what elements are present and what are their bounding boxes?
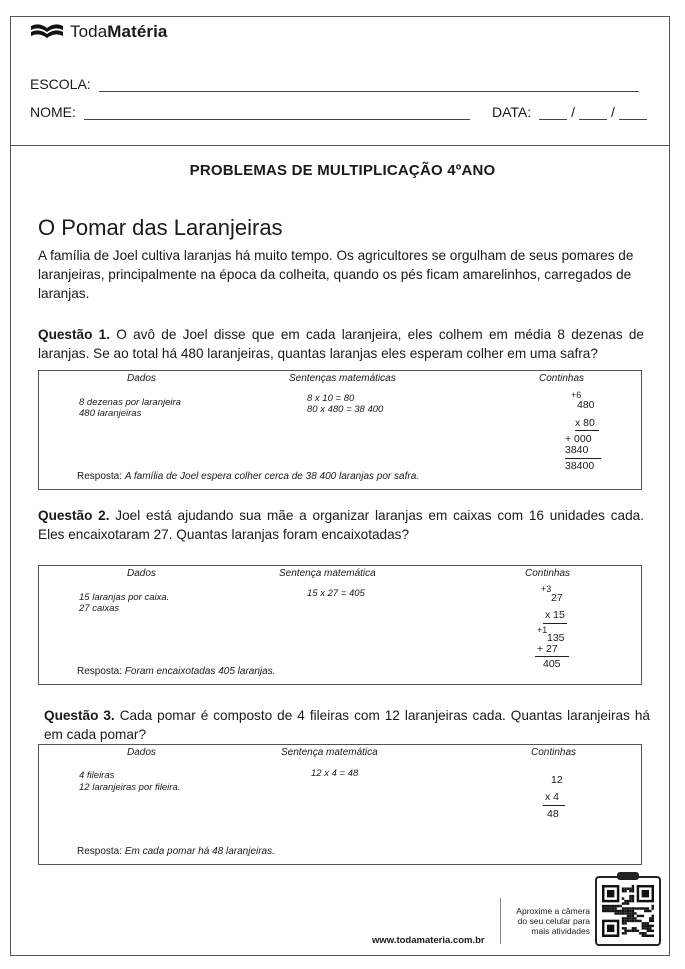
q1-partial-2: 3840	[565, 444, 589, 456]
brand-name: TodaMatéria	[70, 22, 168, 41]
q1-dado-1: 8 dezenas por laranjeira	[79, 397, 181, 408]
question-3-box	[38, 744, 642, 865]
date-day-line[interactable]	[539, 108, 567, 120]
q1-carry: +6	[571, 390, 582, 400]
date-field	[492, 104, 647, 120]
q1-line-1	[575, 430, 599, 431]
q1-answer: Resposta: A família de Joel espera colher cerca de 38 400 laranjas por safra.	[77, 471, 420, 482]
q2-mult: x 15	[545, 609, 565, 621]
q2-partial-2: + 27	[537, 643, 558, 655]
qr-pattern	[602, 885, 654, 937]
q1-col-continhas: Continhas	[539, 373, 585, 384]
q2-col-sentenca: Sentença matemática	[279, 568, 376, 579]
q2-answer: Resposta: Foram encaixotadas 405 laranjas.	[77, 666, 276, 677]
school-label: ESCOLA:	[30, 76, 91, 92]
q1-result: 38400	[565, 460, 595, 472]
q2-line-1	[543, 623, 567, 624]
q1-line-2	[565, 458, 601, 459]
story-text: A família de Joel cultiva laranjas há muito tempo. Os agricultores se orgulham de seus pomares de laranjeiras, principalmente na época da colheita, quando os pés ficam amarelinhos, carregados de laranjas.	[38, 248, 634, 301]
date-label: DATA:	[492, 104, 532, 120]
question-2-text: Joel está ajudando sua mãe a organizar laranjas em caixas com 16 unidades cada. Eles encaixotaram 27. Quantas laranjas foram encaixotadas?	[38, 508, 644, 542]
q2-sentenca-1: 15 x 27 = 405	[307, 588, 365, 599]
q1-top: 480	[577, 399, 595, 411]
q1-sentenca-1: 8 x 10 = 80	[307, 393, 355, 404]
footer-note: Aproxime a câmera do seu celular para mais atividades	[516, 906, 590, 936]
q1-dado-2: 480 laranjeiras	[79, 408, 142, 419]
q2-carry: +3	[541, 584, 552, 594]
q3-top: 12	[551, 774, 563, 786]
qr-code-icon[interactable]	[595, 876, 661, 946]
q3-col-sentenca: Sentença matemática	[281, 747, 378, 758]
q3-col-continhas: Continhas	[531, 747, 577, 758]
brand-logo	[30, 22, 168, 42]
question-3-label: Questão 3.	[44, 708, 115, 723]
worksheet-title: PROBLEMAS DE MULTIPLICAÇÃO 4ºANO	[189, 162, 496, 179]
q3-answer: Resposta: Em cada pomar há 48 laranjeiras.	[77, 846, 275, 857]
question-2-box	[38, 565, 642, 685]
q3-dado-2: 12 laranjeiras por fileira.	[79, 782, 181, 793]
q3-result: 48	[547, 808, 559, 820]
name-field	[30, 104, 470, 120]
q3-col-dados: Dados	[127, 747, 156, 758]
q2-dado-1: 15 laranjas por caixa.	[79, 592, 170, 603]
q3-line-1	[543, 805, 565, 806]
q1-mult: x 80	[575, 417, 595, 429]
book-icon	[30, 22, 64, 42]
date-year-line[interactable]	[619, 108, 647, 120]
q2-top: 27	[551, 592, 563, 604]
footer-url[interactable]: www.todamateria.com.br	[372, 935, 485, 946]
question-3	[44, 706, 650, 744]
question-1-label: Questão 1.	[38, 327, 110, 342]
clipboard-clip	[617, 872, 639, 880]
q1-partial-1: + 000	[565, 433, 592, 445]
q1-col-sentencas: Sentenças matemáticas	[289, 373, 396, 384]
date-month-line[interactable]	[579, 108, 607, 120]
q2-result: 405	[543, 658, 561, 670]
q2-line-2	[535, 656, 569, 657]
story-title: O Pomar das Laranjeiras	[38, 215, 283, 240]
date-slash-2: /	[611, 104, 615, 120]
question-1-text: O avô de Joel disse que em cada laranjeira, eles colhem em média 8 dezenas de laranjas. Se ao total há 480 laranjeiras, quantas laranjas eles esperam colher em uma safra?	[38, 327, 644, 361]
q2-col-dados: Dados	[127, 568, 156, 579]
q1-col-dados: Dados	[127, 373, 156, 384]
q3-dado-1: 4 fileiras	[79, 770, 115, 781]
q2-dado-2: 27 caixas	[79, 603, 120, 614]
school-line[interactable]	[99, 80, 639, 92]
q2-partial-1: 135	[547, 632, 565, 644]
q2-col-continhas: Continhas	[525, 568, 571, 579]
name-line[interactable]	[84, 108, 470, 120]
question-2-label: Questão 2.	[38, 508, 110, 523]
footer-divider	[500, 898, 501, 944]
question-1-box	[38, 370, 642, 490]
q2-carry-2: +1	[537, 625, 548, 635]
question-3-text: Cada pomar é composto de 4 fileiras com 12 laranjeiras cada. Quantas laranjeiras há em cada pomar?	[44, 708, 650, 742]
date-slash-1: /	[571, 104, 576, 120]
q3-sentenca-1: 12 x 4 = 48	[311, 768, 359, 779]
q3-mult: x 4	[545, 791, 560, 803]
q1-sentenca-2: 80 x 480 = 38 400	[307, 404, 384, 415]
school-field	[30, 76, 639, 92]
question-2	[38, 506, 644, 544]
name-label: NOME:	[30, 104, 76, 120]
question-1	[38, 325, 644, 363]
